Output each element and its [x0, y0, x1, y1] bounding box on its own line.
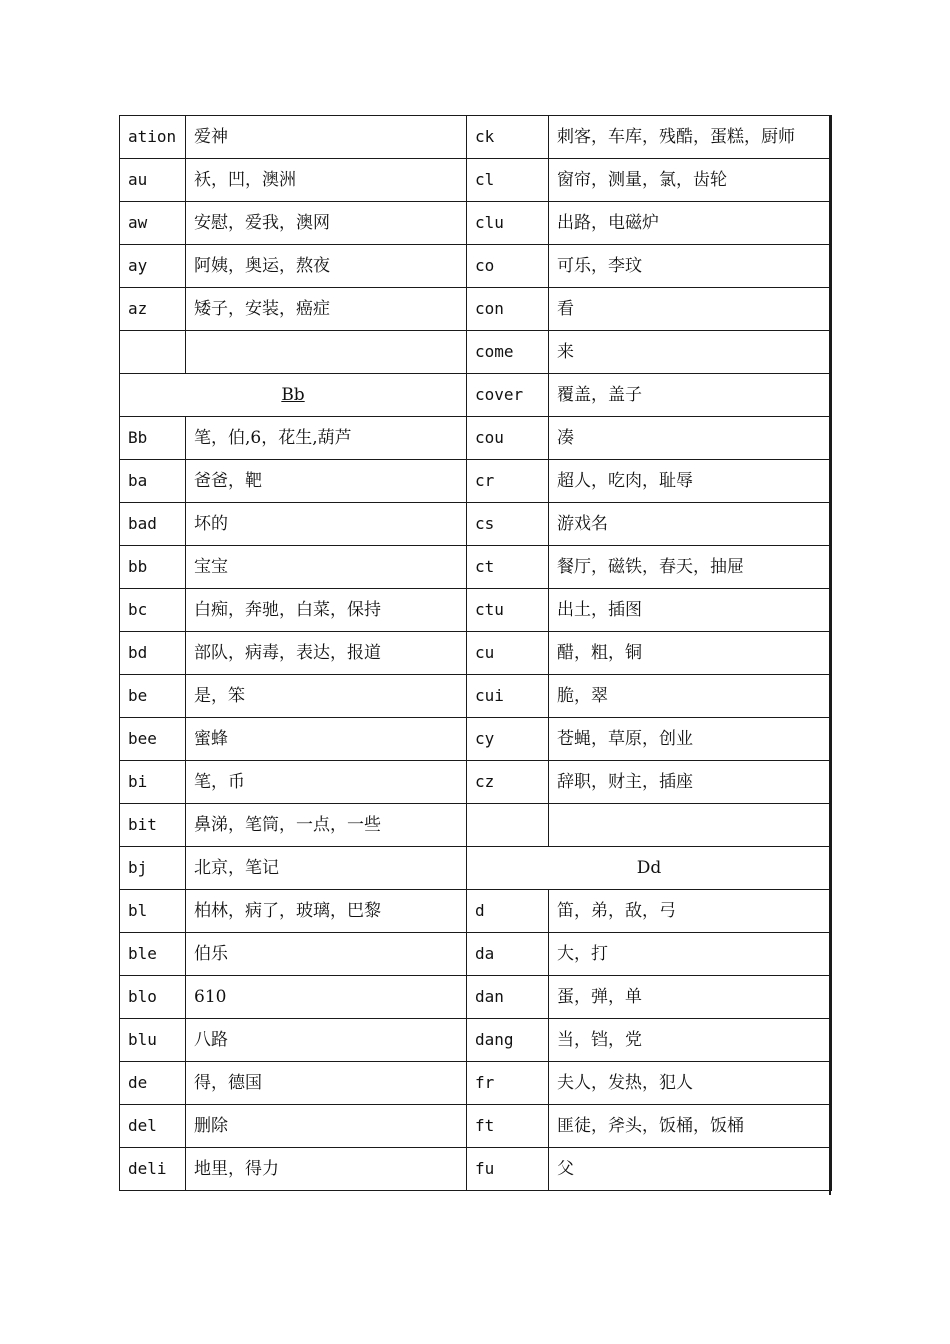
mnemonic-words-cell: 袄，凹，澳洲: [186, 159, 467, 202]
table-row: [120, 890, 832, 933]
letter-combo-cell: bi: [120, 761, 186, 804]
section-header-cell: [467, 847, 832, 890]
mnemonic-words-cell: 坏的: [186, 503, 467, 546]
mnemonic-words-cell: 八路: [186, 1019, 467, 1062]
mnemonic-words-cell: 蜜蜂: [186, 718, 467, 761]
letter-combo-cell: ck: [467, 116, 549, 159]
letter-combo-cell: be: [120, 675, 186, 718]
mnemonic-words-cell: 笔，币: [186, 761, 467, 804]
mnemonic-words-cell: 匪徒，斧头，饭桶，饭桶: [549, 1105, 832, 1148]
letter-combo-cell: cu: [467, 632, 549, 675]
mnemonic-words-cell: 爱神: [186, 116, 467, 159]
letter-combo-cell: cr: [467, 460, 549, 503]
mnemonic-words-cell: 游戏名: [549, 503, 832, 546]
mnemonic-words-cell: 父: [549, 1148, 832, 1191]
mnemonic-words-cell: 地里，得力: [186, 1148, 467, 1191]
mnemonic-words-cell: 出土，插图: [549, 589, 832, 632]
mnemonic-words-cell: 是，笨: [186, 675, 467, 718]
table-row: [120, 847, 832, 890]
letter-combo-cell: az: [120, 288, 186, 331]
letter-combo-cell: come: [467, 331, 549, 374]
table-row: [120, 374, 832, 417]
letter-combo-cell: cl: [467, 159, 549, 202]
mnemonic-words-cell: [186, 331, 467, 374]
letter-combo-cell: blo: [120, 976, 186, 1019]
letter-combo-cell: bc: [120, 589, 186, 632]
table-row: [120, 460, 832, 503]
letter-combo-cell: ble: [120, 933, 186, 976]
mnemonic-words-cell: [549, 804, 832, 847]
table-row: [120, 331, 832, 374]
mnemonic-words-cell: 夫人，发热，犯人: [549, 1062, 832, 1105]
mnemonic-words-cell: 得，德国: [186, 1062, 467, 1105]
vocabulary-page: [119, 115, 832, 1195]
letter-combo-cell: ay: [120, 245, 186, 288]
letter-combo-cell: clu: [467, 202, 549, 245]
mnemonic-words-cell: 610: [186, 976, 467, 1019]
mnemonic-words-cell: 餐厅，磁铁，春天，抽屉: [549, 546, 832, 589]
mnemonic-words-cell: 伯乐: [186, 933, 467, 976]
letter-combo-cell: ctu: [467, 589, 549, 632]
mnemonic-words-cell: 出路，电磁炉: [549, 202, 832, 245]
mnemonic-words-cell: 鼻涕，笔筒，一点，一些: [186, 804, 467, 847]
letter-combo-cell: dan: [467, 976, 549, 1019]
letter-combo-cell: bb: [120, 546, 186, 589]
letter-combo-cell: bad: [120, 503, 186, 546]
mnemonic-words-cell: 宝宝: [186, 546, 467, 589]
table-right-border: [829, 115, 831, 1195]
table-row: [120, 202, 832, 245]
letter-combo-cell: cz: [467, 761, 549, 804]
letter-combo-cell: aw: [120, 202, 186, 245]
mnemonic-words-cell: 白痴，奔驰，白菜，保持: [186, 589, 467, 632]
letter-combo-cell: d: [467, 890, 549, 933]
mnemonic-words-cell: 苍蝇，草原，创业: [549, 718, 832, 761]
mnemonic-words-cell: 安慰，爱我，澳网: [186, 202, 467, 245]
mnemonic-words-cell: 覆盖，盖子: [549, 374, 832, 417]
table-row: [120, 159, 832, 202]
letter-combo-cell: co: [467, 245, 549, 288]
mnemonic-words-cell: 刺客，车库，残酷，蛋糕，厨师: [549, 116, 832, 159]
letter-combo-cell: blu: [120, 1019, 186, 1062]
mnemonic-words-cell: 脆，翠: [549, 675, 832, 718]
section-letter: Dd: [636, 858, 662, 878]
letter-combo-cell: au: [120, 159, 186, 202]
mnemonic-words-cell: 当，铛，党: [549, 1019, 832, 1062]
letter-combo-cell: cover: [467, 374, 549, 417]
table-row: [120, 589, 832, 632]
mnemonic-words-cell: 可乐，李玟: [549, 245, 832, 288]
table-body: [120, 116, 832, 1191]
mnemonic-words-cell: 来: [549, 331, 832, 374]
table-row: [120, 1105, 832, 1148]
mnemonic-words-cell: 辞职，财主，插座: [549, 761, 832, 804]
letter-combo-cell: fr: [467, 1062, 549, 1105]
mnemonic-words-cell: 看: [549, 288, 832, 331]
letter-combo-cell: bd: [120, 632, 186, 675]
table-row: [120, 417, 832, 460]
table-row: [120, 761, 832, 804]
table-row: [120, 546, 832, 589]
mnemonic-words-cell: 北京，笔记: [186, 847, 467, 890]
letter-combo-cell: del: [120, 1105, 186, 1148]
letter-combo-cell: cy: [467, 718, 549, 761]
letter-combo-cell: bl: [120, 890, 186, 933]
letter-combo-cell: ba: [120, 460, 186, 503]
section-header-cell: [120, 374, 467, 417]
mnemonic-words-cell: 阿姨，奥运，熬夜: [186, 245, 467, 288]
letter-combo-cell: ation: [120, 116, 186, 159]
letter-combo-cell: da: [467, 933, 549, 976]
letter-combo-cell: [120, 331, 186, 374]
letter-combo-cell: cs: [467, 503, 549, 546]
letter-combo-cell: de: [120, 1062, 186, 1105]
table-row: [120, 632, 832, 675]
table-row: [120, 116, 832, 159]
table-row: [120, 288, 832, 331]
letter-combo-cell: deli: [120, 1148, 186, 1191]
table-row: [120, 245, 832, 288]
mnemonic-words-cell: 部队，病毒，表达，报道: [186, 632, 467, 675]
mnemonic-words-cell: 醋，粗，铜: [549, 632, 832, 675]
mnemonic-words-cell: 超人，吃肉，耻辱: [549, 460, 832, 503]
table-row: [120, 1019, 832, 1062]
mnemonic-words-cell: 爸爸，靶: [186, 460, 467, 503]
section-letter: Bb: [281, 385, 305, 405]
letter-combo-cell: fu: [467, 1148, 549, 1191]
mnemonic-words-cell: 笛，弟，敌，弓: [549, 890, 832, 933]
mnemonic-words-cell: 笔，伯,6，花生,葫芦: [186, 417, 467, 460]
letter-combo-cell: Bb: [120, 417, 186, 460]
letter-combo-cell: con: [467, 288, 549, 331]
mnemonic-words-cell: 柏林，病了，玻璃，巴黎: [186, 890, 467, 933]
table-row: [120, 933, 832, 976]
mnemonic-words-cell: 大，打: [549, 933, 832, 976]
letter-combo-cell: [467, 804, 549, 847]
table-row: [120, 718, 832, 761]
mnemonic-words-cell: 矮子，安装，癌症: [186, 288, 467, 331]
letter-combo-cell: ft: [467, 1105, 549, 1148]
mnemonic-table: [119, 115, 832, 1191]
table-row: [120, 675, 832, 718]
mnemonic-words-cell: 窗帘，测量，氯，齿轮: [549, 159, 832, 202]
letter-combo-cell: dang: [467, 1019, 549, 1062]
letter-combo-cell: bit: [120, 804, 186, 847]
table-row: [120, 503, 832, 546]
letter-combo-cell: bj: [120, 847, 186, 890]
letter-combo-cell: cui: [467, 675, 549, 718]
table-row: [120, 804, 832, 847]
mnemonic-words-cell: 凑: [549, 417, 832, 460]
mnemonic-words-cell: 删除: [186, 1105, 467, 1148]
letter-combo-cell: cou: [467, 417, 549, 460]
table-row: [120, 1062, 832, 1105]
letter-combo-cell: ct: [467, 546, 549, 589]
table-row: [120, 976, 832, 1019]
mnemonic-words-cell: 蛋，弹，单: [549, 976, 832, 1019]
table-row: [120, 1148, 832, 1191]
letter-combo-cell: bee: [120, 718, 186, 761]
